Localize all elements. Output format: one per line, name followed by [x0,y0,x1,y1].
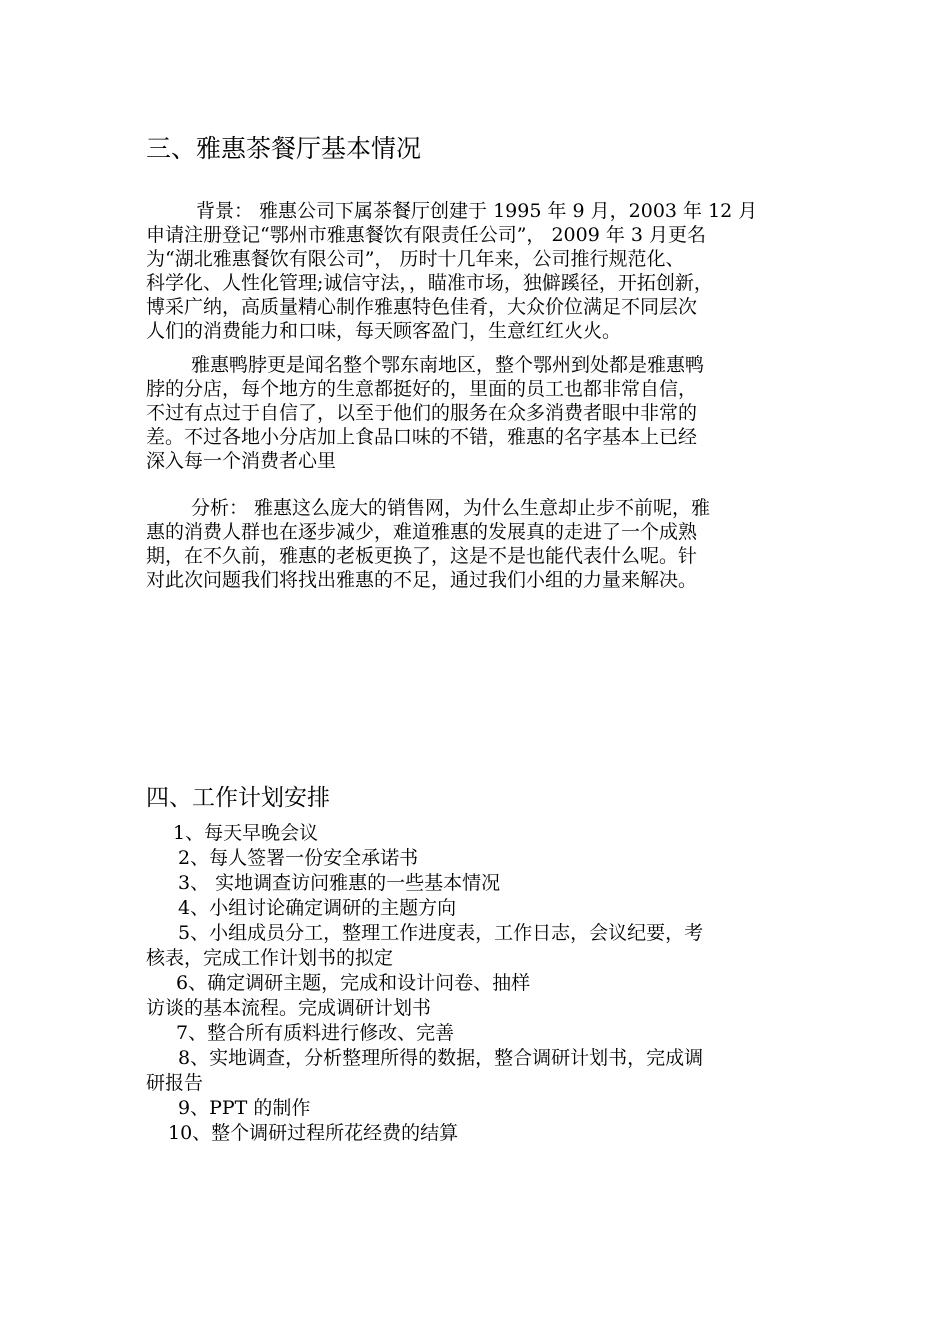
section-4-heading: 四、工作计划安排 [146,785,330,811]
text-line: 差。不过各地小分店加上食品口味的不错，雅惠的名字基本上已经 [146,426,698,448]
text-line: 脖的分店，每个地方的生意都挺好的，里面的员工也都非常自信， [146,378,698,400]
text-line: 博采广纳，高质量精心制作雅惠特色佳肴，大众价位满足不同层次 [146,296,698,318]
text-line: 对此次问题我们将找出雅惠的不足，通过我们小组的力量来解决。 [146,569,698,591]
text-line: 分析： 雅惠这么庞大的销售网，为什么生意却止步不前呢，雅 [191,497,711,519]
text-line: 惠的消费人群也在逐步减少，难道雅惠的发展真的走进了一个成熟 [146,521,698,543]
text-line: 雅惠鸭脖更是闻名整个鄂东南地区，整个鄂州到处都是雅惠鸭 [191,354,705,376]
work-plan-list [146,821,816,1146]
plan-item: 4、小组讨论确定调研的主题方向 [178,897,457,919]
text-line: 期，在不久前，雅惠的老板更换了，这是不是也能代表什么呢。针 [146,545,698,567]
duck-neck-paragraph [146,353,806,473]
text-line: 科学化、人性化管理;诚信守法，，瞄准市场，独僻蹊径，开拓创新， [146,272,713,294]
text-line: 不过有点过于自信了，以至于他们的服务在众多消费者眼中非常的 [146,402,698,424]
text-line: 申请注册登记“鄂州市雅惠餐饮有限责任公司”， 2009 年 3 月更名 [146,224,707,246]
plan-item-continuation: 研报告 [146,1072,204,1094]
plan-item-continuation: 访谈的基本流程。完成调研计划书 [146,997,432,1019]
text-line: 为“湖北雅惠餐饮有限公司”， 历时十几年来，公司推行规范化、 [146,248,685,270]
plan-item: 5、小组成员分工，整理工作进度表，工作日志，会议纪要，考 [178,922,704,944]
plan-item: 7、整合所有质料进行修改、完善 [176,1022,455,1044]
text-line: 背景： 雅惠公司下属茶餐厅创建于 1995 年 9 月，2003 年 12 月 [196,200,758,222]
plan-item: 1、每天早晚会议 [173,822,319,844]
plan-item: 3、 实地调查访问雅惠的一些基本情况 [178,872,501,894]
plan-item: 8、实地调查，分析整理所得的数据，整合调研计划书，完成调 [178,1047,704,1069]
plan-item-continuation: 核表，完成工作计划书的拟定 [146,947,394,969]
plan-item: 2、每人签署一份安全承诺书 [178,847,419,869]
background-paragraph [146,199,806,343]
plan-item: 9、PPT 的制作 [178,1097,311,1119]
plan-item: 6、确定调研主题，完成和设计问卷、抽样 [176,972,531,994]
section-3-heading: 三、雅惠茶餐厅基本情况 [146,134,422,163]
plan-item: 10、整个调研过程所花经费的结算 [168,1122,459,1144]
text-line: 人们的消费能力和口味，每天顾客盈门，生意红红火火。 [146,320,622,342]
analysis-paragraph [146,496,806,592]
text-line: 深入每一个消费者心里 [146,450,337,472]
